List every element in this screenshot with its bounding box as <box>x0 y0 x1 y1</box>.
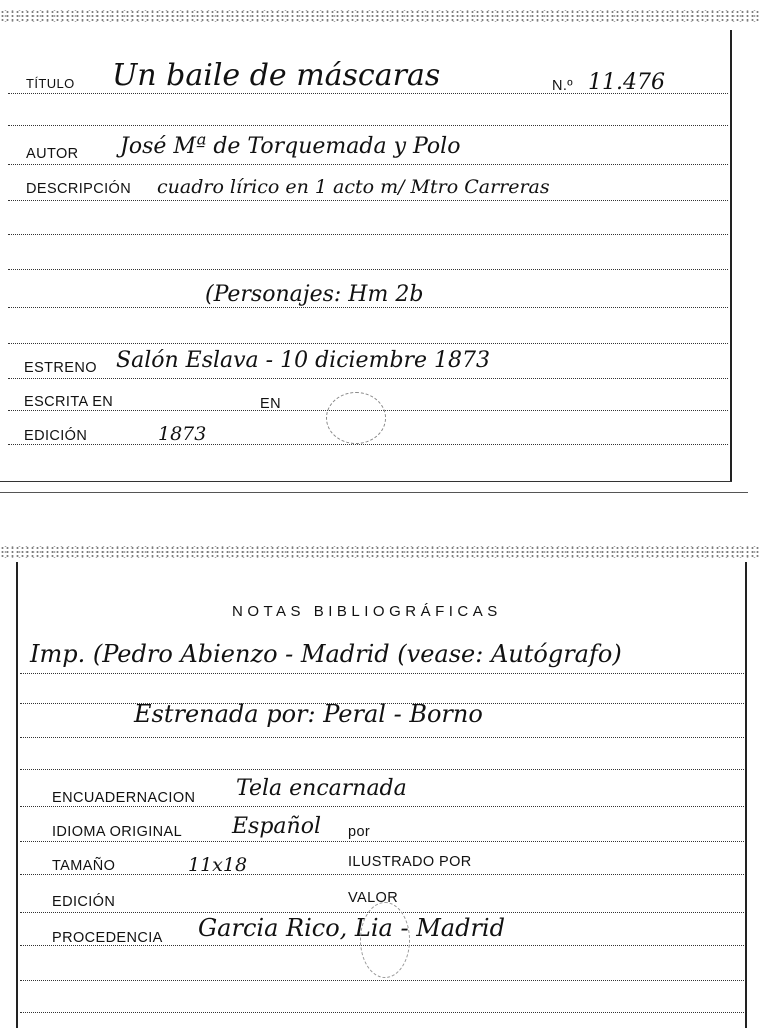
edicion-label: EDICIÓN <box>24 428 88 444</box>
card-top-edge <box>0 10 759 22</box>
tamano-value: 11x18 <box>188 854 248 876</box>
descripcion-label: DESCRIPCIÓN <box>26 181 132 197</box>
en-label: EN <box>260 396 281 412</box>
rule-line <box>8 125 728 126</box>
nota-imprenta: Imp. (Pedro Abienzo - Madrid (vease: Autógrafo) <box>30 640 622 668</box>
titulo-label: TÍTULO <box>26 76 75 91</box>
notas-heading: NOTAS BIBLIOGRÁFICAS <box>232 603 502 620</box>
estreno-label: ESTRENO <box>24 360 97 376</box>
rule-line <box>8 343 728 344</box>
edicion-value: 1873 <box>158 423 207 445</box>
rule-line <box>20 806 744 807</box>
ink-smudge <box>326 392 386 444</box>
rule-line <box>8 307 728 308</box>
rule-line <box>8 164 728 165</box>
rule-line <box>8 378 728 379</box>
tamano-label: TAMAÑO <box>52 858 116 874</box>
rule-line <box>20 769 744 770</box>
rule-line <box>8 234 728 235</box>
titulo-value: Un baile de máscaras <box>112 58 441 93</box>
personajes-value: (Personajes: Hm 2b <box>205 282 424 307</box>
idioma-value: Español <box>232 814 321 839</box>
rule-line <box>20 673 744 674</box>
valor-label: VALOR <box>348 890 399 906</box>
card-right-border <box>745 562 747 1028</box>
edicion-label: EDICIÓN <box>52 894 116 910</box>
por-label: por <box>348 824 371 840</box>
idioma-label: IDIOMA ORIGINAL <box>52 824 183 840</box>
rule-line <box>20 874 744 875</box>
escrita-label: ESCRITA EN <box>24 394 114 410</box>
rule-line <box>20 737 744 738</box>
card-bottom-border <box>0 481 732 482</box>
ilustrado-label: ILUSTRADO POR <box>348 854 472 870</box>
card-shadow-line <box>0 492 748 493</box>
rule-line <box>8 200 728 201</box>
ink-smudge <box>360 902 410 978</box>
card-right-border <box>730 30 732 482</box>
card-bottom-top-edge <box>0 546 759 558</box>
autor-value: José Mª de Torquemada y Polo <box>120 134 461 159</box>
rule-line <box>20 841 744 842</box>
rule-line <box>20 1012 744 1013</box>
estreno-value: Salón Eslava - 10 diciembre 1873 <box>116 348 491 373</box>
rule-line <box>20 980 744 981</box>
encuadernacion-label: ENCUADERNACION <box>52 790 196 806</box>
numero-value: 11.476 <box>588 70 665 95</box>
catalog-card-top <box>0 0 759 495</box>
encuadernacion-value: Tela encarnada <box>236 776 407 801</box>
procedencia-label: PROCEDENCIA <box>52 930 163 946</box>
rule-line <box>8 444 728 445</box>
procedencia-value: Garcia Rico, Lia - Madrid <box>198 914 505 942</box>
descripcion-value: cuadro lírico en 1 acto m/ Mtro Carreras <box>157 176 550 198</box>
autor-label: AUTOR <box>26 146 79 162</box>
catalog-card-bottom <box>0 540 759 1028</box>
nota-estrenada: Estrenada por: Peral - Borno <box>134 700 483 728</box>
numero-label: N.º <box>552 78 573 94</box>
card-left-border <box>16 562 18 1028</box>
rule-line <box>8 269 728 270</box>
